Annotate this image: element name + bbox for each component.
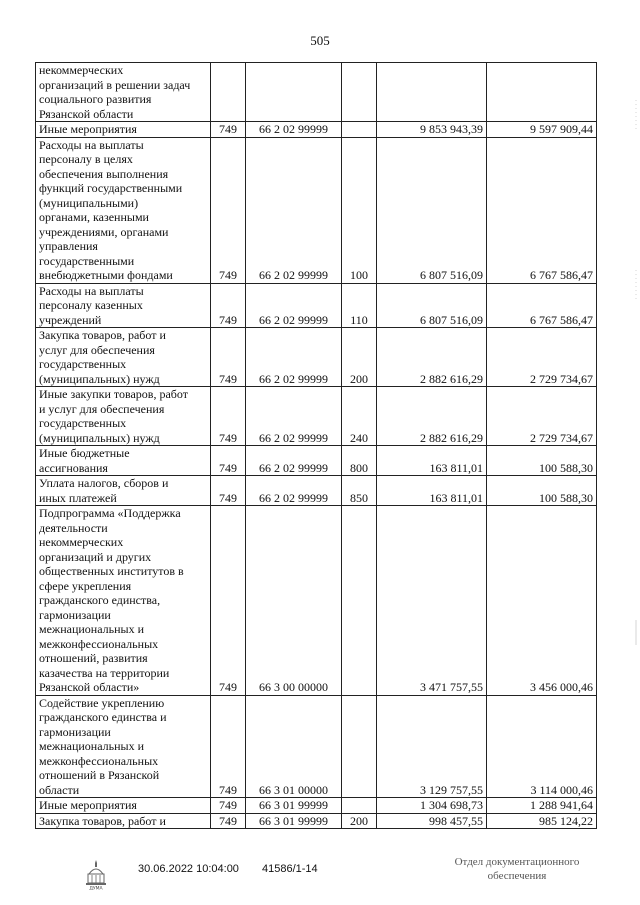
cell-expense-type: 110 xyxy=(342,283,377,328)
cell-amount-executed: 100 588,30 xyxy=(487,476,597,506)
cell-department-code: 749 xyxy=(211,798,246,814)
cell-target-article: 66 2 02 99999 xyxy=(246,387,342,446)
cell-name: Содействие укреплению гражданского единства и гармонизации межнациональных и межконфессиональных отношений в Рязанской области xyxy=(36,695,211,798)
footer-timestamp: 30.06.2022 10:04:00 xyxy=(138,863,239,875)
table-row xyxy=(36,137,597,283)
table-row xyxy=(36,695,597,798)
cell-amount-planned: 9 853 943,39 xyxy=(377,122,487,138)
cell-name: Расходы на выплаты персоналу в целях обеспечения выполнения функций государственными (муниципальными) органами, казенными учреждениями, органами управления государственными внебюджетными фондами xyxy=(36,137,211,283)
cell-department-code: 749 xyxy=(211,387,246,446)
cell-name: некоммерческих организаций в решении задач социального развития Рязанской области xyxy=(36,63,211,122)
cell-target-article xyxy=(246,63,342,122)
cell-department-code: 749 xyxy=(211,506,246,696)
cell-amount-planned xyxy=(377,63,487,122)
cell-amount-planned: 2 882 616,29 xyxy=(377,387,487,446)
cell-amount-executed: 1 288 941,64 xyxy=(487,798,597,814)
cell-department-code: 749 xyxy=(211,283,246,328)
cell-amount-planned: 6 807 516,09 xyxy=(377,137,487,283)
cell-department-code: 749 xyxy=(211,813,246,829)
cell-amount-executed: 3 114 000,46 xyxy=(487,695,597,798)
department-stamp xyxy=(432,855,602,883)
cell-target-article: 66 2 02 99999 xyxy=(246,283,342,328)
cell-amount-executed: 3 456 000,46 xyxy=(487,506,597,696)
cell-name: Иные бюджетные ассигнования xyxy=(36,446,211,476)
cell-department-code: 749 xyxy=(211,122,246,138)
cell-target-article: 66 2 02 99999 xyxy=(246,137,342,283)
cell-expense-type: 240 xyxy=(342,387,377,446)
cell-department-code: 749 xyxy=(211,137,246,283)
cell-target-article: 66 2 02 99999 xyxy=(246,446,342,476)
cell-name: Подпрограмма «Поддержка деятельности некоммерческих организаций и других общественных институтов в сфере укрепления гражданского единства, гармонизации межнациональных и межконфессиональных отношений, развития казачества на территории Рязанской области» xyxy=(36,506,211,696)
cell-amount-planned: 3 471 757,55 xyxy=(377,506,487,696)
cell-amount-executed: 6 767 586,47 xyxy=(487,283,597,328)
cell-amount-planned: 6 807 516,09 xyxy=(377,283,487,328)
cell-amount-executed: 2 729 734,67 xyxy=(487,328,597,387)
table-row xyxy=(36,813,597,829)
cell-expense-type xyxy=(342,506,377,696)
cell-department-code: 749 xyxy=(211,328,246,387)
cell-target-article: 66 2 02 99999 xyxy=(246,328,342,387)
table-row xyxy=(36,446,597,476)
budget-table xyxy=(35,62,597,829)
table-row xyxy=(36,476,597,506)
department-stamp-line2: обеспечения xyxy=(487,870,547,882)
cell-amount-planned: 2 882 616,29 xyxy=(377,328,487,387)
cell-expense-type: 850 xyxy=(342,476,377,506)
table-row xyxy=(36,63,597,122)
cell-expense-type xyxy=(342,695,377,798)
cell-amount-executed: 2 729 734,67 xyxy=(487,387,597,446)
table-row xyxy=(36,122,597,138)
table-row xyxy=(36,387,597,446)
document-footer xyxy=(0,850,640,905)
cell-amount-executed: 6 767 586,47 xyxy=(487,137,597,283)
cell-amount-planned: 1 304 698,73 xyxy=(377,798,487,814)
cell-name: Иные мероприятия xyxy=(36,798,211,814)
cell-target-article: 66 3 00 00000 xyxy=(246,506,342,696)
cell-department-code xyxy=(211,63,246,122)
cell-expense-type xyxy=(342,798,377,814)
footer-document-code: 41586/1-14 xyxy=(262,863,318,875)
cell-amount-executed: 985 124,22 xyxy=(487,813,597,829)
cell-amount-executed: 100 588,30 xyxy=(487,446,597,476)
cell-amount-executed xyxy=(487,63,597,122)
table-row xyxy=(36,506,597,696)
cell-department-code: 749 xyxy=(211,446,246,476)
cell-expense-type: 800 xyxy=(342,446,377,476)
cell-expense-type xyxy=(342,63,377,122)
cell-expense-type: 200 xyxy=(342,328,377,387)
cell-target-article: 66 2 02 99999 xyxy=(246,122,342,138)
cell-expense-type: 100 xyxy=(342,137,377,283)
cell-name: Закупка товаров, работ и xyxy=(36,813,211,829)
page-number: 505 xyxy=(310,33,330,48)
cell-amount-planned: 3 129 757,55 xyxy=(377,695,487,798)
table-row xyxy=(36,328,597,387)
cell-expense-type xyxy=(342,122,377,138)
cell-department-code: 749 xyxy=(211,695,246,798)
cell-department-code: 749 xyxy=(211,476,246,506)
cell-name: Иные мероприятия xyxy=(36,122,211,138)
margin-marks xyxy=(634,100,638,800)
cell-amount-executed: 9 597 909,44 xyxy=(487,122,597,138)
cell-expense-type: 200 xyxy=(342,813,377,829)
cell-target-article: 66 3 01 00000 xyxy=(246,695,342,798)
cell-amount-planned: 998 457,55 xyxy=(377,813,487,829)
cell-name: Иные закупки товаров, работ и услуг для обеспечения государственных (муниципальных) нужд xyxy=(36,387,211,446)
cell-name: Уплата налогов, сборов и иных платежей xyxy=(36,476,211,506)
table-row xyxy=(36,798,597,814)
svg-text:ДУМА: ДУМА xyxy=(89,886,103,890)
duma-seal-icon xyxy=(84,858,108,890)
cell-target-article: 66 3 01 99999 xyxy=(246,798,342,814)
cell-amount-planned: 163 811,01 xyxy=(377,446,487,476)
cell-target-article: 66 3 01 99999 xyxy=(246,813,342,829)
table-row xyxy=(36,283,597,328)
budget-table-body xyxy=(36,63,597,829)
cell-target-article: 66 2 02 99999 xyxy=(246,476,342,506)
department-stamp-line1: Отдел документационного xyxy=(454,856,580,868)
cell-name: Закупка товаров, работ и услуг для обеспечения государственных (муниципальных) нужд xyxy=(36,328,211,387)
cell-amount-planned: 163 811,01 xyxy=(377,476,487,506)
cell-name: Расходы на выплаты персоналу казенных учреждений xyxy=(36,283,211,328)
